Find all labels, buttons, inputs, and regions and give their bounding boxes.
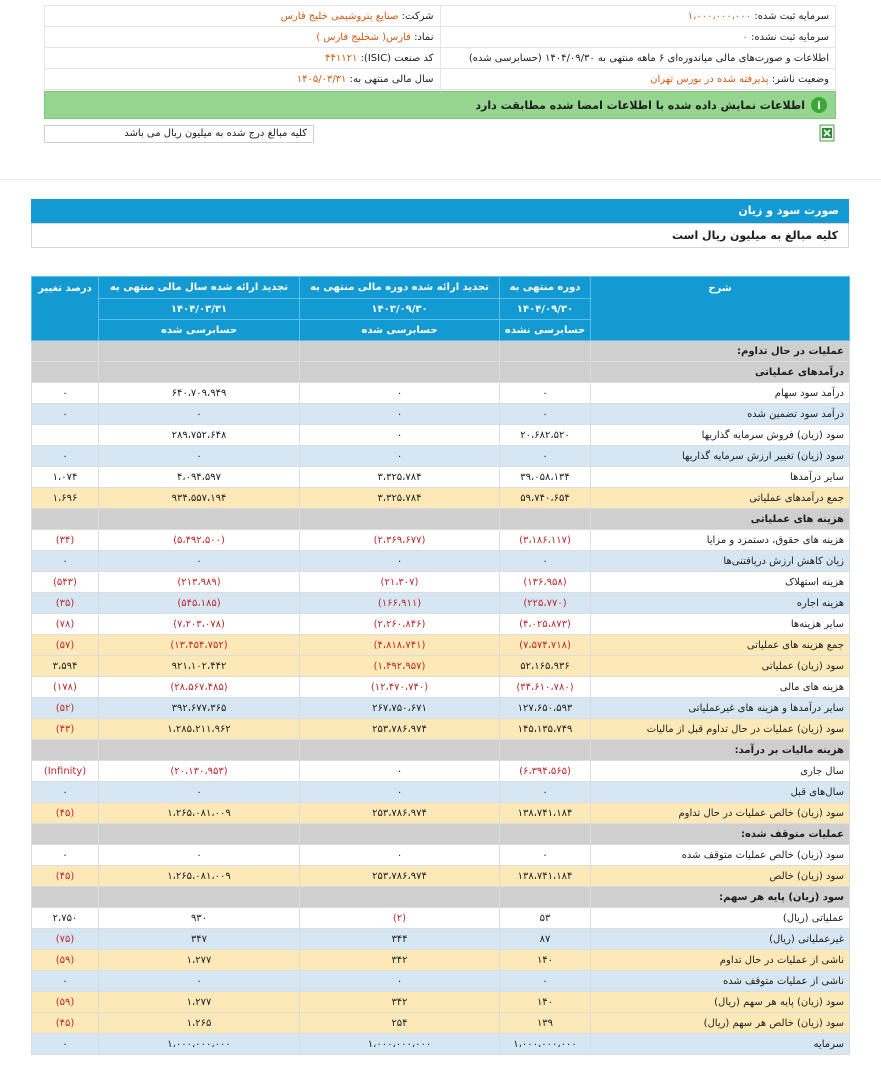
isic-label: کد صنعت (ISIC):	[360, 52, 434, 64]
row-value-fiscal-year: ۳۴۷	[99, 929, 300, 950]
table-section-row	[32, 362, 850, 383]
row-value-period: ۰	[500, 845, 591, 866]
section-subtitle: کلیه مبالغ به میلیون ریال است	[31, 223, 849, 248]
row-percent-change: ۰	[32, 383, 99, 404]
row-description: درآمد سود سهام	[591, 383, 850, 404]
row-percent-change: ۰	[32, 845, 99, 866]
row-percent-change: (۴۵)	[32, 1013, 99, 1034]
row-value-prev-period: ۰	[300, 383, 500, 404]
row-value-fiscal-year: ۲۸۹،۷۵۲،۶۴۸	[99, 425, 300, 446]
row-percent-change: ۰	[32, 404, 99, 425]
row-description: عملیات متوقف شده:	[591, 824, 850, 845]
row-value-period: (۳۴،۶۱۰،۷۸۰)	[500, 677, 591, 698]
row-value-fiscal-year	[99, 824, 300, 845]
table-row	[32, 677, 850, 698]
col-header-c3-title: تجدید ارائه شده سال مالی منتهی به	[99, 277, 300, 299]
row-value-prev-period	[300, 824, 500, 845]
row-value-fiscal-year: ۱،۰۰۰،۰۰۰،۰۰۰	[99, 1034, 300, 1055]
row-value-fiscal-year: ۴،۰۹۴،۵۹۷	[99, 467, 300, 488]
row-percent-change: (۵۴۳)	[32, 572, 99, 593]
table-section-row	[32, 887, 850, 908]
table-row	[32, 488, 850, 509]
row-value-fiscal-year: ۱،۲۷۷	[99, 992, 300, 1013]
row-percent-change: ۰	[32, 551, 99, 572]
row-value-prev-period: ۳۴۴	[300, 929, 500, 950]
row-value-fiscal-year: ۰	[99, 971, 300, 992]
table-row	[32, 551, 850, 572]
publisher-status-value: پذیرفته شده در بورس تهران	[650, 73, 769, 85]
row-value-period: ۵۹،۷۴۰،۶۵۴	[500, 488, 591, 509]
row-value-fiscal-year: ۱،۲۸۵،۲۱۱،۹۶۲	[99, 719, 300, 740]
table-section-row	[32, 509, 850, 530]
section-title: صورت سود و زیان	[31, 199, 849, 223]
row-percent-change	[32, 341, 99, 362]
row-value-period: (۳،۱۸۶،۱۱۷)	[500, 530, 591, 551]
row-percent-change: ۲،۷۵۰	[32, 908, 99, 929]
table-row	[32, 425, 850, 446]
row-percent-change: (۳۵)	[32, 593, 99, 614]
row-value-period: ۱۴۰	[500, 950, 591, 971]
row-percent-change: ۰	[32, 782, 99, 803]
row-value-period: ۰	[500, 446, 591, 467]
row-value-period: (۲۲۵،۷۷۰)	[500, 593, 591, 614]
row-value-fiscal-year	[99, 362, 300, 383]
row-value-prev-period	[300, 740, 500, 761]
row-value-fiscal-year: ۱،۲۶۵،۰۸۱،۰۰۹	[99, 803, 300, 824]
col-header-c1-date: ۱۴۰۴/۰۹/۳۰	[500, 299, 591, 320]
row-value-prev-period: ۰	[300, 446, 500, 467]
table-row	[32, 614, 850, 635]
table-row	[32, 635, 850, 656]
row-value-prev-period: ۲۶۷،۷۵۰،۶۷۱	[300, 698, 500, 719]
row-value-prev-period	[300, 362, 500, 383]
company-info-table	[44, 5, 836, 90]
row-value-period: (۶،۳۹۴،۵۶۵)	[500, 761, 591, 782]
row-description: عملیاتی (ریال)	[591, 908, 850, 929]
row-value-prev-period: ۰	[300, 782, 500, 803]
row-percent-change: ۱،۶۹۶	[32, 488, 99, 509]
row-value-period: ۱۲۷،۶۵۰،۵۹۳	[500, 698, 591, 719]
row-value-period: ۰	[500, 551, 591, 572]
row-value-prev-period: ۰	[300, 404, 500, 425]
fiscal-year-label: سال مالی منتهی به:	[349, 73, 434, 85]
table-row	[32, 803, 850, 824]
row-percent-change: ۳،۵۹۴	[32, 656, 99, 677]
row-description: هزینه اجاره	[591, 593, 850, 614]
row-value-prev-period: ۲۵۳،۷۸۶،۹۷۴	[300, 866, 500, 887]
row-value-fiscal-year: (۵،۴۹۲،۵۰۰)	[99, 530, 300, 551]
reg-capital-value: ۱،۰۰۰،۰۰۰،۰۰۰	[687, 10, 752, 22]
row-value-period: ۱۳۸،۷۴۱،۱۸۴	[500, 866, 591, 887]
table-row	[32, 929, 850, 950]
row-description: ناشی از عملیات متوقف شده	[591, 971, 850, 992]
row-description: سایر درآمدها و هزینه های غیرعملیاتی	[591, 698, 850, 719]
row-value-prev-period: ۳،۳۲۵،۷۸۴	[300, 467, 500, 488]
row-value-period: ۰	[500, 971, 591, 992]
row-value-prev-period: ۳،۳۲۵،۷۸۴	[300, 488, 500, 509]
row-value-period: ۱،۰۰۰،۰۰۰،۰۰۰	[500, 1034, 591, 1055]
table-section-row	[32, 341, 850, 362]
row-value-prev-period: (۱،۴۹۲،۹۵۷)	[300, 656, 500, 677]
table-row	[32, 992, 850, 1013]
row-description: جمع درآمدهای عملیاتی	[591, 488, 850, 509]
row-value-prev-period: (۴،۸۱۸،۷۴۱)	[300, 635, 500, 656]
table-row	[32, 1034, 850, 1055]
row-value-fiscal-year: ۳۹۲،۶۷۷،۳۶۵	[99, 698, 300, 719]
table-row	[32, 446, 850, 467]
row-value-prev-period	[300, 341, 500, 362]
table-row	[32, 656, 850, 677]
row-value-period: (۷،۵۷۴،۷۱۸)	[500, 635, 591, 656]
row-value-fiscal-year: ۰	[99, 551, 300, 572]
row-value-period: ۱۴۵،۱۳۵،۷۴۹	[500, 719, 591, 740]
row-value-period	[500, 362, 591, 383]
row-description: سود (زیان) پایه هر سهم (ریال)	[591, 992, 850, 1013]
col-header-c3-status: حسابرسی شده	[99, 320, 300, 341]
table-row	[32, 719, 850, 740]
row-value-fiscal-year	[99, 341, 300, 362]
table-row	[32, 467, 850, 488]
info-icon: i	[811, 97, 827, 113]
row-value-prev-period: (۲)	[300, 908, 500, 929]
row-value-prev-period: ۰	[300, 761, 500, 782]
row-percent-change: (۱۷۸)	[32, 677, 99, 698]
verification-notice	[44, 91, 836, 119]
row-value-prev-period: (۱۲،۴۷۰،۷۴۰)	[300, 677, 500, 698]
row-value-fiscal-year: ۹۳۰	[99, 908, 300, 929]
divider	[0, 179, 881, 180]
row-value-prev-period: ۳۴۲	[300, 950, 500, 971]
row-description: سود (زیان) پایه هر سهم:	[591, 887, 850, 908]
table-row	[32, 383, 850, 404]
row-description: سال‌های قبل	[591, 782, 850, 803]
row-percent-change: (Infinity)	[32, 761, 99, 782]
row-description: ناشی از عملیات در حال تداوم	[591, 950, 850, 971]
row-value-period: ۰	[500, 383, 591, 404]
row-percent-change: ۰	[32, 971, 99, 992]
row-value-prev-period: ۰	[300, 971, 500, 992]
row-value-period: ۱۴۰	[500, 992, 591, 1013]
row-value-fiscal-year: ۰	[99, 446, 300, 467]
row-value-prev-period: (۲۱،۳۰۷)	[300, 572, 500, 593]
row-value-period: ۵۲،۱۶۵،۹۳۶	[500, 656, 591, 677]
row-description: سال جاری	[591, 761, 850, 782]
row-value-period: (۱۳۶،۹۵۸)	[500, 572, 591, 593]
row-value-period: ۰	[500, 404, 591, 425]
row-value-period: ۱۳۸،۷۴۱،۱۸۴	[500, 803, 591, 824]
row-percent-change: (۳۴)	[32, 530, 99, 551]
row-value-prev-period	[300, 509, 500, 530]
row-value-period: ۱۳۹	[500, 1013, 591, 1034]
row-percent-change	[32, 362, 99, 383]
row-percent-change	[32, 887, 99, 908]
row-value-fiscal-year: ۹۲۱،۱۰۲،۴۴۲	[99, 656, 300, 677]
table-section-row	[32, 824, 850, 845]
row-value-fiscal-year: (۱۳،۴۵۴،۷۵۲)	[99, 635, 300, 656]
fiscal-year-value: ۱۴۰۵/۰۳/۳۱	[296, 73, 347, 85]
row-value-prev-period: (۱۶۶،۹۱۱)	[300, 593, 500, 614]
table-row	[32, 845, 850, 866]
row-value-period	[500, 341, 591, 362]
row-value-fiscal-year: (۵۴۵،۱۸۵)	[99, 593, 300, 614]
row-percent-change	[32, 824, 99, 845]
table-row	[32, 782, 850, 803]
row-value-fiscal-year: ۱،۲۶۵،۰۸۱،۰۰۹	[99, 866, 300, 887]
unreg-capital-value: ۰	[742, 31, 748, 43]
row-description: هزینه مالیات بر درآمد:	[591, 740, 850, 761]
row-value-fiscal-year: (۷،۲۰۳،۰۷۸)	[99, 614, 300, 635]
row-description: سود (زیان) فروش سرمایه گذاریها	[591, 425, 850, 446]
row-value-prev-period	[300, 887, 500, 908]
row-percent-change: ۰	[32, 1034, 99, 1055]
row-percent-change: ۰	[32, 446, 99, 467]
row-percent-change: (۵۹)	[32, 950, 99, 971]
row-description: سایر درآمدها	[591, 467, 850, 488]
company-label: شرکت:	[401, 10, 434, 22]
table-row	[32, 593, 850, 614]
row-value-fiscal-year	[99, 887, 300, 908]
row-value-period: ۳۹،۰۵۸،۱۳۴	[500, 467, 591, 488]
symbol-value[interactable]: فارس( شخلیج فارس )	[316, 31, 411, 43]
row-percent-change: (۴۵)	[32, 803, 99, 824]
row-description: هزینه های حقوق، دستمزد و مزایا	[591, 530, 850, 551]
row-percent-change	[32, 509, 99, 530]
row-value-period: ۸۷	[500, 929, 591, 950]
table-row	[32, 572, 850, 593]
row-value-fiscal-year	[99, 740, 300, 761]
row-description: سود (زیان) تغییر ارزش سرمایه گذاریها	[591, 446, 850, 467]
row-percent-change	[32, 740, 99, 761]
row-value-fiscal-year: ۰	[99, 845, 300, 866]
row-description: غیرعملیاتی (ریال)	[591, 929, 850, 950]
col-header-c2-status: حسابرسی شده	[300, 320, 500, 341]
row-value-fiscal-year: ۹۳۴،۵۵۷،۱۹۴	[99, 488, 300, 509]
row-percent-change: (۴۳)	[32, 719, 99, 740]
row-description: هزینه های مالی	[591, 677, 850, 698]
col-header-c1-status: حسابرسی نشده	[500, 320, 591, 341]
table-section-row	[32, 740, 850, 761]
row-value-period	[500, 509, 591, 530]
row-description: هزینه استهلاک	[591, 572, 850, 593]
table-row	[32, 971, 850, 992]
col-header-c1-title: دوره منتهی به	[500, 277, 591, 299]
company-name[interactable]: صنایع پتروشیمی خلیج فارس	[280, 10, 399, 22]
row-description: هزینه های عملیاتی	[591, 509, 850, 530]
income-statement-table	[31, 276, 850, 1055]
symbol-label: نماد:	[414, 31, 434, 43]
row-value-period: (۴،۰۲۵،۸۷۳)	[500, 614, 591, 635]
row-description: سود (زیان) عملیاتی	[591, 656, 850, 677]
table-row	[32, 866, 850, 887]
row-value-prev-period: (۲،۳۶۹،۶۷۷)	[300, 530, 500, 551]
excel-export-icon[interactable]	[819, 124, 835, 142]
row-value-period: ۲۰،۶۸۲،۵۲۰	[500, 425, 591, 446]
unit-note: کلیه مبالغ درج شده به میلیون ریال می باشد	[44, 125, 314, 143]
row-value-period	[500, 740, 591, 761]
row-value-prev-period: ۰	[300, 425, 500, 446]
row-percent-change	[32, 425, 99, 446]
publisher-status-label: وضعیت ناشر:	[771, 73, 829, 85]
row-value-fiscal-year: (۲۰،۱۳۰،۹۵۳)	[99, 761, 300, 782]
row-description: سود (زیان) خالص	[591, 866, 850, 887]
notice-text: اطلاعات نمایش داده شده با اطلاعات امضا شده مطابقت دارد	[475, 98, 805, 112]
row-value-prev-period: ۲۵۳،۷۸۶،۹۷۴	[300, 803, 500, 824]
row-percent-change: (۵۷)	[32, 635, 99, 656]
row-description: سود (زیان) خالص هر سهم (ریال)	[591, 1013, 850, 1034]
table-row	[32, 698, 850, 719]
isic-value: ۴۴۱۱۲۱	[325, 52, 358, 64]
row-description: درآمدهای عملیاتی	[591, 362, 850, 383]
table-row	[32, 950, 850, 971]
row-percent-change: (۵۲)	[32, 698, 99, 719]
row-value-fiscal-year: ۶۴۰،۷۰۹،۹۴۹	[99, 383, 300, 404]
col-header-change: درصد تغییر	[32, 277, 99, 341]
col-header-c2-title: تجدید ارائه شده دوره مالی منتهی به	[300, 277, 500, 299]
table-row	[32, 404, 850, 425]
reg-capital-label: سرمایه ثبت شده:	[754, 10, 829, 22]
row-value-period: ۰	[500, 782, 591, 803]
row-value-fiscal-year: ۰	[99, 782, 300, 803]
table-row	[32, 1013, 850, 1034]
row-value-fiscal-year: ۱،۲۷۷	[99, 950, 300, 971]
col-header-c2-date: ۱۴۰۳/۰۹/۳۰	[300, 299, 500, 320]
row-value-period	[500, 824, 591, 845]
table-row	[32, 908, 850, 929]
report-description: اطلاعات و صورت‌های مالی میاندوره‌ای ۶ ماهه منتهی به ۱۴۰۴/۰۹/۳۰ (حسابرسی شده)	[468, 52, 829, 64]
row-description: درآمد سود تضمین شده	[591, 404, 850, 425]
col-header-c3-date: ۱۴۰۴/۰۳/۳۱	[99, 299, 300, 320]
row-description: جمع هزینه های عملیاتی	[591, 635, 850, 656]
table-row	[32, 530, 850, 551]
row-value-prev-period: ۱،۰۰۰،۰۰۰،۰۰۰	[300, 1034, 500, 1055]
row-description: سرمایه	[591, 1034, 850, 1055]
row-description: سود (زیان) خالص عملیات متوقف شده	[591, 845, 850, 866]
row-description: زیان کاهش ارزش دریافتنی‌ها	[591, 551, 850, 572]
row-description: عملیات در حال تداوم:	[591, 341, 850, 362]
row-value-period: ۵۳	[500, 908, 591, 929]
row-value-prev-period: (۲،۲۶۰،۸۴۶)	[300, 614, 500, 635]
row-value-prev-period: ۲۵۴	[300, 1013, 500, 1034]
row-value-fiscal-year	[99, 509, 300, 530]
row-value-fiscal-year: (۲۱۳،۹۸۹)	[99, 572, 300, 593]
row-value-fiscal-year: ۱،۲۶۵	[99, 1013, 300, 1034]
col-header-desc: شرح	[591, 277, 850, 341]
row-value-prev-period: ۳۴۲	[300, 992, 500, 1013]
row-value-period	[500, 887, 591, 908]
row-value-fiscal-year: ۰	[99, 404, 300, 425]
row-description: سایر هزینه‌ها	[591, 614, 850, 635]
row-percent-change: (۷۸)	[32, 614, 99, 635]
row-value-prev-period: ۲۵۳،۷۸۶،۹۷۴	[300, 719, 500, 740]
row-percent-change: (۴۵)	[32, 866, 99, 887]
table-row	[32, 761, 850, 782]
row-value-prev-period: ۰	[300, 845, 500, 866]
row-value-fiscal-year: (۲۸،۵۶۷،۴۸۵)	[99, 677, 300, 698]
row-value-prev-period: ۰	[300, 551, 500, 572]
row-percent-change: (۵۹)	[32, 992, 99, 1013]
row-percent-change: (۷۵)	[32, 929, 99, 950]
row-description: سود (زیان) عملیات در حال تداوم قبل از مالیات	[591, 719, 850, 740]
row-percent-change: ۱،۰۷۴	[32, 467, 99, 488]
row-description: سود (زیان) خالص عملیات در حال تداوم	[591, 803, 850, 824]
unreg-capital-label: سرمایه ثبت نشده:	[751, 31, 829, 43]
